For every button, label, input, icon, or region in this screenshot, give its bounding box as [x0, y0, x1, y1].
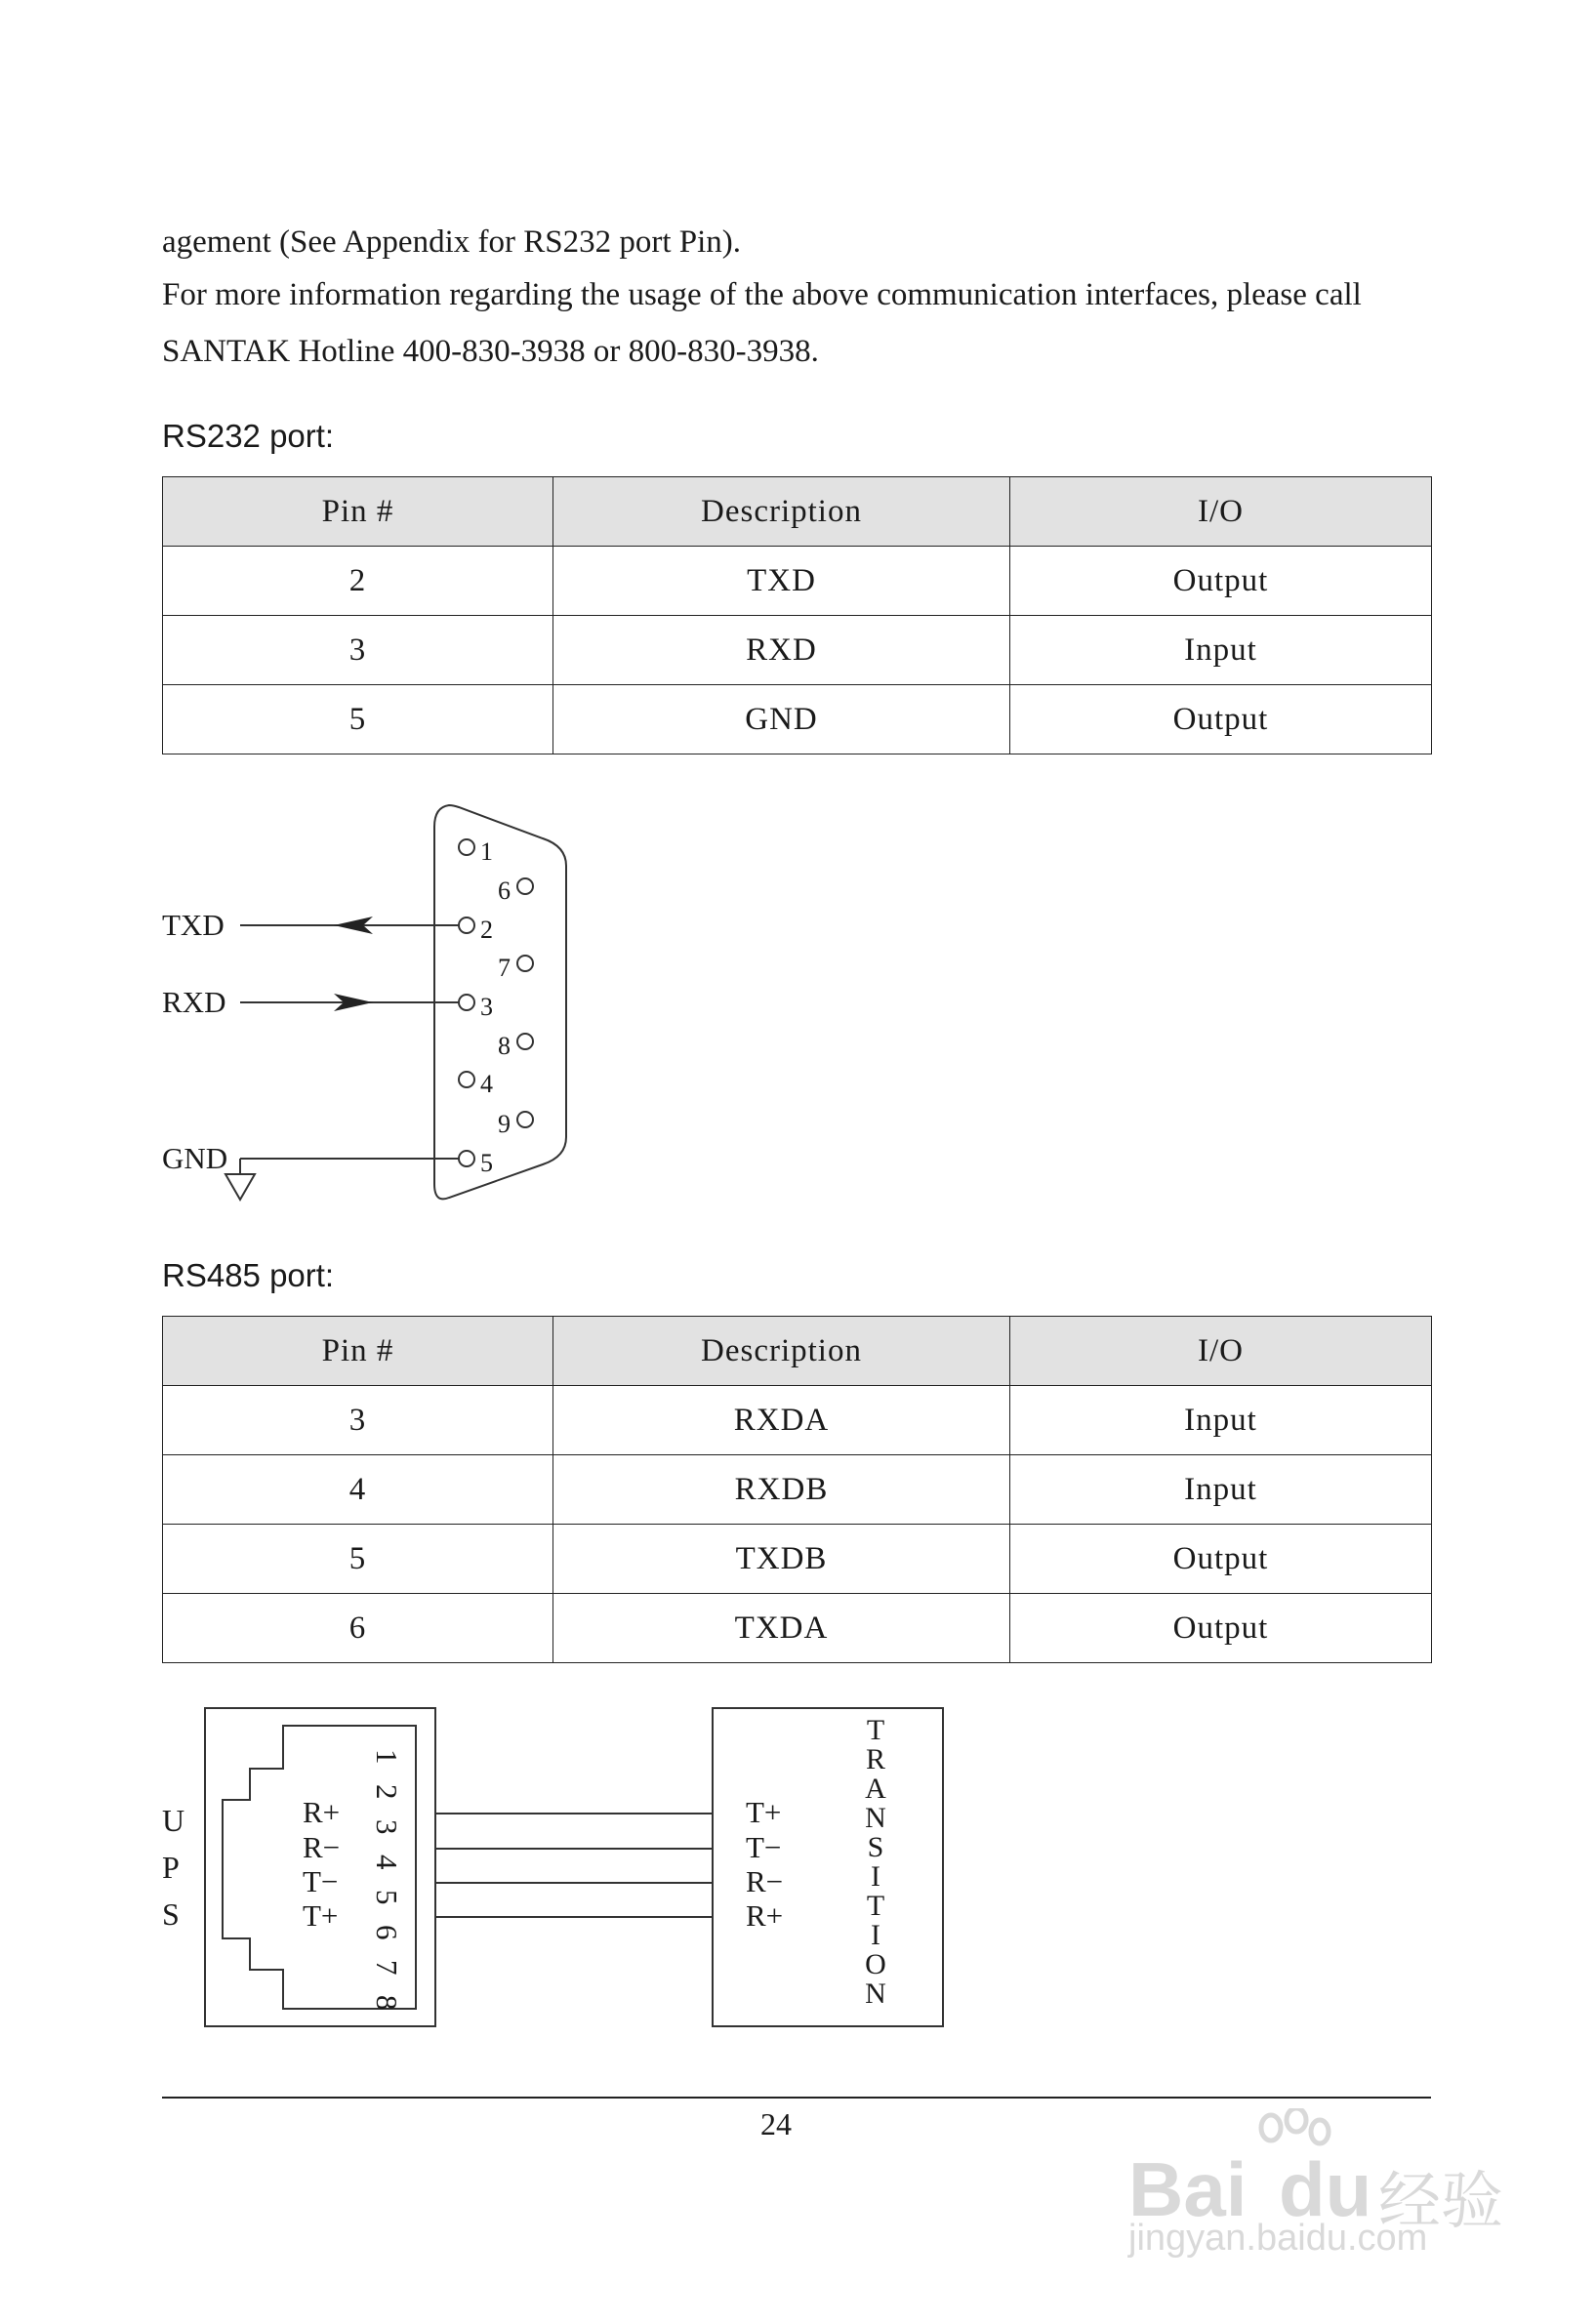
transition-label-letter: S	[867, 1831, 884, 1863]
jack-pin-number: 5	[370, 1890, 404, 1905]
transition-label-letter: I	[871, 1919, 880, 1951]
transition-label-letter: N	[865, 1977, 886, 2010]
pin-4-circle	[459, 1072, 474, 1087]
pin-number-7: 7	[498, 954, 511, 982]
cell-io: Output	[1010, 1525, 1432, 1594]
pin-9-circle	[517, 1112, 533, 1127]
cell-io: Output	[1010, 685, 1432, 754]
pin-2-circle	[459, 917, 474, 933]
rs485-table	[162, 1316, 1432, 1663]
cell-pin: 6	[163, 1594, 553, 1663]
table-row	[163, 616, 1432, 685]
cell-description: RXD	[553, 616, 1010, 685]
pin-number-8: 8	[498, 1032, 511, 1060]
rs232-heading: RS232 port:	[162, 418, 335, 454]
pin-number-9: 9	[498, 1110, 511, 1138]
column-header-description: Description	[553, 477, 1010, 547]
cell-pin: 3	[163, 1386, 553, 1455]
jack-pin-number: 2	[370, 1784, 404, 1800]
pin-number-4: 4	[480, 1070, 493, 1098]
table-header-row	[163, 477, 1432, 547]
intro-line-1: agement (See Appendix for RS232 port Pin).	[162, 224, 742, 260]
table-row	[163, 1386, 1432, 1455]
cell-io: Output	[1010, 547, 1432, 616]
rs232-table	[162, 476, 1432, 754]
watermark-brand-du: du	[1279, 2146, 1372, 2232]
jack-pin-number: 3	[370, 1819, 404, 1835]
column-header-io: I/O	[1010, 477, 1432, 547]
rs485-heading: RS485 port:	[162, 1257, 335, 1293]
footer-divider	[162, 2097, 1431, 2099]
jack-signal-label: T+	[303, 1898, 339, 1933]
ups-label-letter: U	[162, 1803, 185, 1838]
signal-label-gnd: GND	[162, 1141, 228, 1175]
jack-signal-label: T−	[303, 1864, 339, 1898]
column-header-description: Description	[553, 1317, 1010, 1386]
column-header-io: I/O	[1010, 1317, 1432, 1386]
cell-pin: 4	[163, 1455, 553, 1525]
ups-label-letter: S	[162, 1896, 180, 1932]
signal-label-txd: TXD	[162, 908, 225, 942]
pin-5-circle	[459, 1151, 474, 1166]
table-row	[163, 547, 1432, 616]
cell-description: RXDA	[553, 1386, 1010, 1455]
transition-label-letter: R	[865, 1743, 886, 1775]
transition-label-letter: N	[865, 1802, 886, 1834]
watermark-cn: 经验	[1378, 2166, 1503, 2236]
cell-io: Input	[1010, 616, 1432, 685]
cell-io: Input	[1010, 1386, 1432, 1455]
ground-symbol-icon	[225, 1174, 255, 1200]
pin-7-circle	[517, 956, 533, 971]
intro-line-2: For more information regarding the usage of the above communication interfaces, please call	[162, 277, 1362, 312]
pin-number-6: 6	[498, 877, 511, 905]
cell-description: TXDA	[553, 1594, 1010, 1663]
column-header-pin: Pin #	[163, 1317, 553, 1386]
jack-pin-number: 6	[370, 1925, 404, 1940]
cell-pin: 5	[163, 1525, 553, 1594]
watermark-url: jingyan.baidu.com	[1128, 2218, 1428, 2259]
table-row	[163, 1594, 1432, 1663]
pin-number-3: 3	[480, 993, 493, 1021]
pin-number-1: 1	[480, 837, 493, 866]
transition-label-letter: O	[865, 1948, 886, 1980]
transition-label-letter: T	[866, 1714, 885, 1746]
pin-1-circle	[459, 839, 474, 855]
jack-pin-number: 1	[370, 1749, 404, 1765]
jack-pin-number: 8	[370, 1995, 404, 2011]
column-header-pin: Pin #	[163, 477, 553, 547]
cell-pin: 2	[163, 547, 553, 616]
watermark-brand: Bai	[1128, 2146, 1248, 2232]
cell-io: Input	[1010, 1455, 1432, 1525]
transition-label-letter: T	[866, 1890, 885, 1922]
transition-signal-label: R−	[746, 1864, 784, 1898]
intro-line-3: SANTAK Hotline 400-830-3938 or 800-830-3938.	[162, 334, 819, 369]
jack-pin-number: 4	[370, 1855, 404, 1870]
cell-description: TXDB	[553, 1525, 1010, 1594]
transition-signal-label: T−	[746, 1830, 782, 1864]
cell-io: Output	[1010, 1594, 1432, 1663]
pin-number-2: 2	[480, 916, 493, 944]
table-row	[163, 1525, 1432, 1594]
ups-label-letter: P	[162, 1850, 180, 1885]
page-number: 24	[760, 2106, 792, 2141]
pin-6-circle	[517, 878, 533, 894]
signal-label-rxd: RXD	[162, 985, 226, 1019]
transition-label-letter: A	[865, 1773, 886, 1805]
rs485-wiring-diagram	[156, 1698, 957, 2040]
table-row	[163, 1455, 1432, 1525]
cell-description: GND	[553, 685, 1010, 754]
table-row	[163, 685, 1432, 754]
transition-signal-label: T+	[746, 1795, 782, 1829]
jack-signal-label: R−	[303, 1830, 341, 1864]
pin-8-circle	[517, 1034, 533, 1049]
cell-description: RXDB	[553, 1455, 1010, 1525]
baidu-watermark	[1123, 2108, 1513, 2259]
cell-pin: 5	[163, 685, 553, 754]
cell-description: TXD	[553, 547, 1010, 616]
pin-3-circle	[459, 995, 474, 1010]
jack-pin-number: 7	[370, 1960, 404, 1976]
table-header-row	[163, 1317, 1432, 1386]
jack-signal-label: R+	[303, 1795, 341, 1829]
cell-pin: 3	[163, 616, 553, 685]
pin-number-5: 5	[480, 1149, 493, 1177]
transition-label-letter: I	[871, 1860, 880, 1893]
rs232-connector-diagram	[156, 795, 586, 1205]
transition-signal-label: R+	[746, 1898, 784, 1933]
